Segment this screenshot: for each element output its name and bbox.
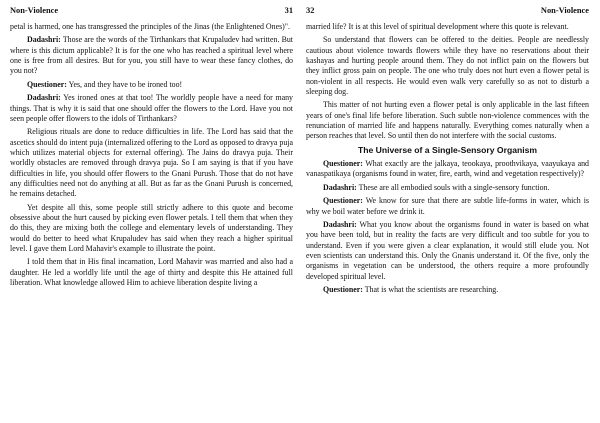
paragraph (306, 35, 589, 97)
paragraph (306, 220, 589, 282)
section-heading: The Universe of a Single-Sensory Organism (357, 144, 538, 155)
left-page-header (10, 6, 293, 18)
paragraph-text: petal is harmed, one has transgressed the principles of the Jinas (the Enlightened Ones)". (10, 22, 290, 31)
paragraph-text: This matter of not hurting even a flower petal is only applicable in the last fifteen years of one's final life before liberation. Such subtle non-violence commences with the renunciation of married life and happens naturally. Everything comes naturally when a person reaches that level. So until then do not interfere with the social customs. (306, 100, 589, 141)
paragraph-text: Yet despite all this, some people still strictly adhere to this quote and become obsessive about the hurt caused by picking even flower petals. I tell them that when they do this, they are mixing both the college and elementary levels of understanding. They would do better to heed what Krupaludev has said when they reach a higher spiritual level. I gave them Lord Mahavir's example to illustrate the point. (10, 202, 293, 253)
running-title: Non-Violence (540, 6, 589, 15)
paragraph-text: We know for sure that there are subtle life-forms in water, which is why we boil water before we drink it. (306, 196, 589, 216)
paragraph-text: So understand that flowers can be offered to the deities. People are needlessly cautious about violence towards flowers while they have no reservations about their kashayas and hurting people around them. They do not inflict pain on the flowers but they inflict gross pain on people. The one who truly does not hurt even a flower petal is non-violent in all respects. He would even walk very carefully so as not to disturb a sleeping dog. (306, 35, 589, 96)
left-page-body (10, 22, 293, 291)
paragraph-text: Yes ironed ones at that too! The worldly people have a need for many things. That is why it is said that one should offer the flowers to the Lord. Have you not seen people offer flowers to the idols of Tirthankars? (10, 93, 293, 123)
paragraph-text: What you know about the organisms found in water is based on what you have been told, but in reality the facts are very difficult and too subtle for you to understand. Even if you were given a clear explanation, it would still elude you. Not even scientists can understand this. Only the Gnanis understand it. Of the five, only the organisms in vegetation can be understood, the others require a more profoundly developed spiritual level. (306, 220, 589, 281)
speaker-label: Dadashri: (27, 93, 61, 103)
paragraph (306, 285, 589, 295)
paragraph (306, 183, 589, 193)
speaker-label: Dadashri: (27, 35, 61, 45)
speaker-label: Questioner: (323, 285, 363, 295)
paragraph-text: Those are the words of the Tirthankars that Krupaludev had written. But where is this dictum applicable? It is for the one who has reached a spiritual level where one is free from all desires. But for you, you still have to wear these fancy clothes, do you not? (10, 35, 293, 76)
paragraph (10, 35, 293, 76)
page-number: 32 (306, 6, 315, 15)
paragraph-text: That is what the scientists are researching. (364, 285, 499, 295)
paragraph-text: What exactly are the jalkaya, teookaya, proothvikaya, vaayukaya and vanaspatikaya (organisms found in water, fire, earth, wind and vegetation respectively)? (306, 159, 589, 179)
paragraph-text: married life? It is at this level of spiritual development where this quote is relevant. (306, 22, 569, 31)
paragraph (10, 203, 293, 254)
speaker-label: Questioner: (27, 79, 67, 89)
paragraph (10, 22, 293, 32)
page-number: 31 (284, 6, 293, 15)
paragraph (306, 22, 589, 32)
paragraph (306, 159, 589, 180)
paragraph-text: Religious rituals are done to reduce difficulties in life. The Lord has said that the ascetics should do intent puja (internalized offering to the Lord as opposed to dravya puja which utilizes material objects for external offering). The Jains do dravya puja. Their worldly obstacles are removed through dravya puja. So I am saying is that if you have difficulties in life, you should offer flowers to the Gnani Purush. Those that do not have any difficulties need not do anything at all. But as far as the Gnani Purush is concerned, he remains detached. (10, 127, 293, 199)
speaker-label: Dadashri: (323, 182, 357, 192)
paragraph (10, 80, 293, 90)
speaker-label: Questioner: (323, 196, 363, 206)
right-page-header (306, 6, 589, 18)
right-page (306, 0, 589, 423)
paragraph-text: These are all embodied souls with a single-sensory function. (358, 182, 550, 192)
paragraph-text: Yes, and they have to be ironed too! (68, 79, 183, 89)
left-page (10, 0, 293, 423)
right-page-body (306, 22, 589, 299)
running-title: Non-Violence (10, 6, 59, 15)
paragraph (10, 93, 293, 124)
paragraph (306, 196, 589, 217)
paragraph (10, 257, 293, 288)
speaker-label: Dadashri: (323, 220, 357, 230)
paragraph-text: I told them that in His final incarnation, Lord Mahavir was married and also had a daughter. He led a worldly life until the age of thirty and despite this He attained full liberation. What knowledge allowed Him to achieve liberation despite living a (10, 257, 293, 287)
paragraph (306, 100, 589, 141)
paragraph (10, 127, 293, 199)
speaker-label: Questioner: (323, 159, 363, 169)
